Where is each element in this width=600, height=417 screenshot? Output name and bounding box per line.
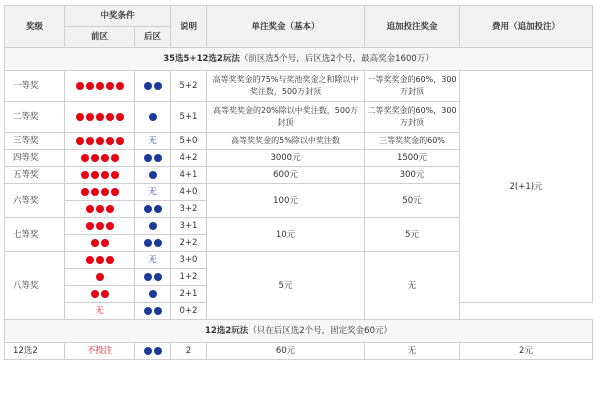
front-ball-icon xyxy=(111,154,119,162)
front-ball-icon xyxy=(96,137,104,145)
header-front: 前区 xyxy=(65,27,135,48)
back-balls xyxy=(135,167,171,184)
front-ball-icon xyxy=(76,137,84,145)
rule-explain: 2+1 xyxy=(171,286,207,303)
front-ball-icon xyxy=(101,290,109,298)
front-balls xyxy=(65,150,135,167)
prize-level: 一等奖 xyxy=(5,71,65,102)
front-ball-icon xyxy=(116,82,124,90)
back-ball-icon xyxy=(149,222,157,230)
rule-explain: 0+2 xyxy=(171,303,207,320)
front-ball-icon xyxy=(106,137,114,145)
back-balls xyxy=(135,133,171,150)
front-balls xyxy=(65,71,135,102)
fee-cell: 2(+1)元 xyxy=(460,71,593,303)
front-ball-icon xyxy=(101,239,109,247)
front-ball-icon xyxy=(91,188,99,196)
back-ball-icon xyxy=(149,290,157,298)
back-balls xyxy=(135,102,171,133)
front-ball-icon xyxy=(96,222,104,230)
front-ball-icon xyxy=(96,113,104,121)
prize-level: 六等奖 xyxy=(5,184,65,218)
extra-prize: 三等奖奖金的60% xyxy=(365,133,460,150)
no-ball-label: 无 xyxy=(148,187,157,197)
back-balls xyxy=(135,71,171,102)
front-balls xyxy=(65,303,135,320)
single-prize: 100元 xyxy=(207,184,365,218)
back-balls xyxy=(135,303,171,320)
rule-explain: 2+2 xyxy=(171,235,207,252)
front-ball-icon xyxy=(91,154,99,162)
front-ball-icon xyxy=(111,188,119,196)
back-ball-icon xyxy=(144,82,152,90)
prize-row xyxy=(5,71,593,102)
back-ball-icon xyxy=(144,273,152,281)
no-ball-label: 无 xyxy=(148,255,157,265)
front-ball-icon xyxy=(111,171,119,179)
front-balls xyxy=(65,343,135,360)
section-note: （前区选5个号，后区选2个号，最高奖金1600万） xyxy=(239,54,434,64)
prize-row xyxy=(5,343,593,360)
single-prize: 5元 xyxy=(207,252,365,320)
extra-prize: 1500元 xyxy=(365,150,460,167)
front-ball-icon xyxy=(91,290,99,298)
no-ball-label: 无 xyxy=(148,136,157,146)
front-ball-icon xyxy=(96,205,104,213)
front-ball-icon xyxy=(86,256,94,264)
back-ball-icon xyxy=(149,171,157,179)
front-ball-icon xyxy=(96,273,104,281)
rule-explain: 3+2 xyxy=(171,201,207,218)
single-prize: 高等奖奖金的75%与奖池奖金之和除以中奖注数，500万封顶 xyxy=(207,71,365,102)
back-ball-icon xyxy=(154,154,162,162)
back-ball-icon xyxy=(144,307,152,315)
header-back: 后区 xyxy=(135,27,171,48)
prize-level: 八等奖 xyxy=(5,252,65,320)
front-balls xyxy=(65,218,135,235)
front-ball-icon xyxy=(76,82,84,90)
prize-level: 四等奖 xyxy=(5,150,65,167)
back-ball-icon xyxy=(154,307,162,315)
extra-prize: 300元 xyxy=(365,167,460,184)
prize-level: 12选2 xyxy=(5,343,65,360)
extra-prize: 50元 xyxy=(365,184,460,218)
back-balls xyxy=(135,252,171,269)
front-balls xyxy=(65,133,135,150)
front-balls xyxy=(65,184,135,201)
front-ball-icon xyxy=(86,137,94,145)
front-ball-icon xyxy=(91,239,99,247)
rule-explain: 5+1 xyxy=(171,102,207,133)
prize-level: 五等奖 xyxy=(5,167,65,184)
front-ball-icon xyxy=(86,82,94,90)
header-extra-prize: 追加投注奖金 xyxy=(365,6,460,48)
header-explain: 说明 xyxy=(171,6,207,48)
rule-explain: 4+1 xyxy=(171,167,207,184)
front-ball-icon xyxy=(106,222,114,230)
extra-prize: 一等奖奖金的60%，300万封顶 xyxy=(365,71,460,102)
header-condition: 中奖条件 xyxy=(65,6,171,27)
section-title: 12选2玩法 xyxy=(205,326,249,336)
back-ball-icon xyxy=(154,205,162,213)
single-prize: 600元 xyxy=(207,167,365,184)
extra-prize: 无 xyxy=(365,343,460,360)
extra-prize: 二等奖奖金的60%，300万封顶 xyxy=(365,102,460,133)
front-balls xyxy=(65,167,135,184)
extra-prize: 5元 xyxy=(365,218,460,252)
fee-cell: 2元 xyxy=(460,343,593,360)
prize-level: 二等奖 xyxy=(5,102,65,133)
rule-explain: 4+0 xyxy=(171,184,207,201)
prize-table xyxy=(4,5,593,360)
prize-level: 三等奖 xyxy=(5,133,65,150)
rule-explain: 1+2 xyxy=(171,269,207,286)
back-balls xyxy=(135,235,171,252)
rule-explain: 5+2 xyxy=(171,71,207,102)
section-12-2 xyxy=(5,320,593,343)
back-ball-icon xyxy=(144,205,152,213)
single-prize: 高等奖奖金的5%除以中奖注数 xyxy=(207,133,365,150)
front-balls xyxy=(65,252,135,269)
header-level: 奖级 xyxy=(5,6,65,48)
front-ball-icon xyxy=(96,256,104,264)
front-balls xyxy=(65,269,135,286)
back-ball-icon xyxy=(154,82,162,90)
section-title: 35选5+12选2玩法 xyxy=(163,54,240,64)
rule-explain: 3+0 xyxy=(171,252,207,269)
front-ball-icon xyxy=(81,188,89,196)
header-fee: 费用（追加投注） xyxy=(460,6,593,48)
front-ball-icon xyxy=(76,113,84,121)
front-ball-icon xyxy=(101,154,109,162)
front-ball-icon xyxy=(116,113,124,121)
rule-explain: 3+1 xyxy=(171,218,207,235)
front-balls xyxy=(65,201,135,218)
rule-explain: 4+2 xyxy=(171,150,207,167)
single-prize: 60元 xyxy=(207,343,365,360)
rule-explain: 2 xyxy=(171,343,207,360)
front-balls xyxy=(65,102,135,133)
back-balls xyxy=(135,343,171,360)
front-ball-icon xyxy=(86,113,94,121)
back-balls xyxy=(135,286,171,303)
section-35-5-12-2 xyxy=(5,48,593,71)
front-ball-icon xyxy=(81,171,89,179)
back-balls xyxy=(135,269,171,286)
single-prize: 高等奖奖金的20%除以中奖注数，500万封顶 xyxy=(207,102,365,133)
section-note: （只在后区选2个号，固定奖金60元） xyxy=(248,326,392,336)
front-ball-icon xyxy=(91,171,99,179)
front-ball-icon xyxy=(96,82,104,90)
back-balls xyxy=(135,184,171,201)
no-ball-label: 无 xyxy=(95,306,104,316)
back-ball-icon xyxy=(144,239,152,247)
front-ball-icon xyxy=(86,222,94,230)
back-ball-icon xyxy=(154,347,162,355)
front-ball-icon xyxy=(101,188,109,196)
extra-prize: 无 xyxy=(365,252,460,320)
single-prize: 3000元 xyxy=(207,150,365,167)
front-ball-icon xyxy=(106,205,114,213)
prize-level: 七等奖 xyxy=(5,218,65,252)
front-ball-icon xyxy=(81,154,89,162)
back-balls xyxy=(135,150,171,167)
front-ball-icon xyxy=(106,256,114,264)
front-ball-icon xyxy=(106,113,114,121)
single-prize: 10元 xyxy=(207,218,365,252)
front-ball-icon xyxy=(116,137,124,145)
front-balls xyxy=(65,235,135,252)
back-ball-icon xyxy=(154,239,162,247)
front-ball-icon xyxy=(106,82,114,90)
header-single-prize: 单注奖金（基本） xyxy=(207,6,365,48)
front-ball-icon xyxy=(86,205,94,213)
back-balls xyxy=(135,218,171,235)
back-balls xyxy=(135,201,171,218)
header-row-1 xyxy=(5,6,593,27)
no-ball-label: 不投注 xyxy=(86,346,113,356)
back-ball-icon xyxy=(144,347,152,355)
back-ball-icon xyxy=(149,113,157,121)
back-ball-icon xyxy=(144,154,152,162)
front-balls xyxy=(65,286,135,303)
front-ball-icon xyxy=(101,171,109,179)
rule-explain: 5+0 xyxy=(171,133,207,150)
back-ball-icon xyxy=(154,273,162,281)
